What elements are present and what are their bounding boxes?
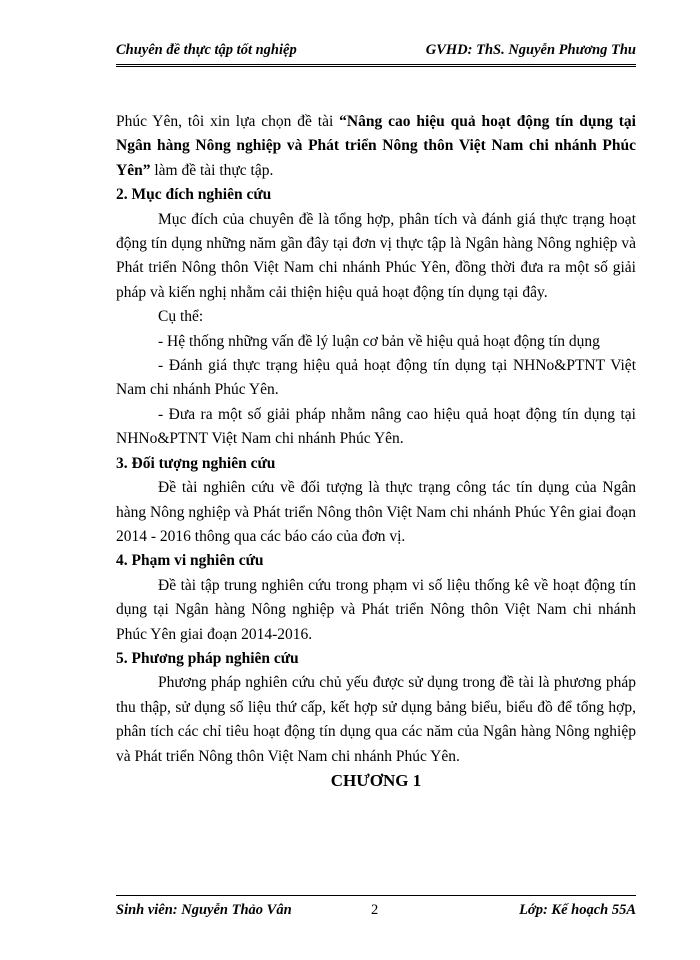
section-2-bullet-2: - Đánh giá thực trạng hiệu quả hoạt động tín dụng tại NHNo&PTNT Việt Nam chi nhánh Phúc Yên. xyxy=(116,357,636,399)
header-supervisor: GVHD: ThS. Nguyễn Phương Thu xyxy=(425,42,636,58)
section-2-paragraph: Mục đích của chuyên đề là tổng hợp, phân tích và đánh giá thực trạng hoạt động tín dụng những năm gần đây tại đơn vị thực tập là Ngân hàng Nông nghiệp và Phát triển Nông thôn Việt Nam chi nhánh Phúc Yên, đồng thời đưa ra một số giải pháp và kiến nghị nhằm cải thiện hiệu quả hoạt động tín dụng tại đây. xyxy=(116,210,636,301)
section-2-bullet-3: - Đưa ra một số giải pháp nhằm nâng cao hiệu quả hoạt động tín dụng tại NHNo&PTNT Việt Nam chi nhánh Phúc Yên. xyxy=(116,405,636,448)
footer-class: Lớp: Kế hoạch 55A xyxy=(519,902,636,918)
intro-text-a: Phúc Yên, tôi xin lựa chọn đề tài xyxy=(116,113,340,130)
section-4-paragraph: Đề tài tập trung nghiên cứu trong phạm vi số liệu thống kê về hoạt động tín dụng tại Ngân hàng Nông nghiệp và Phát triển Nông thôn Việt Nam chi nhánh Phúc Yên giai đoạn 2014-2016. xyxy=(116,576,636,643)
section-3-paragraph: Đề tài nghiên cứu về đối tượng là thực trạng công tác tín dụng của Ngân hàng Nông nghiệp và Phát triển Nông thôn Việt Nam chi nhánh Phúc Yên giai đoạn 2014 - 2016 thông qua các báo cáo của đơn vị. xyxy=(116,479,636,545)
section-4-heading: 4. Phạm vi nghiên cứu xyxy=(116,552,264,570)
thesis-title: “Nâng cao hiệu quả hoạt động tín dụng tại Ngân hàng Nông nghiệp và Phát triển Nông thôn Việt Nam chi nhánh Phúc Yên” xyxy=(116,113,636,179)
section-5-heading: 5. Phương pháp nghiên cứu xyxy=(116,649,299,667)
section-5-paragraph: Phương pháp nghiên cứu chủ yếu được sử dụng trong đề tài là phương pháp thu thập, sử dụng số liệu thứ cấp, kết hợp sử dụng bảng biểu, biểu đồ để tổng hợp, phân tích các chỉ tiêu hoạt động tín dụng qua các năm của Ngân hàng Nông nghiệp và Phát triển Nông thôn Việt Nam chi nhánh Phúc Yên. xyxy=(116,674,636,765)
header-divider xyxy=(116,64,636,67)
section-2-specific-label: Cụ thể: xyxy=(158,308,204,326)
section-2-heading: 2. Mục đích nghiên cứu xyxy=(116,186,272,204)
section-2-bullet-1: - Hệ thống những vấn đề lý luận cơ bản về hiệu quả hoạt động tín dụng xyxy=(158,332,600,350)
page-header xyxy=(116,42,636,62)
footer-divider xyxy=(116,895,636,896)
page-footer xyxy=(116,902,636,922)
footer-student: Sinh viên: Nguyễn Thảo Vân xyxy=(116,902,292,918)
chapter-title: CHƯƠNG 1 xyxy=(330,770,422,790)
document-body xyxy=(116,110,636,793)
intro-paragraph xyxy=(116,110,636,183)
intro-text-b: làm đề tài thực tập. xyxy=(150,161,274,179)
section-3-heading: 3. Đối tượng nghiên cứu xyxy=(116,454,276,472)
page-number: 2 xyxy=(371,902,379,918)
header-title: Chuyên đề thực tập tốt nghiệp xyxy=(116,42,297,58)
